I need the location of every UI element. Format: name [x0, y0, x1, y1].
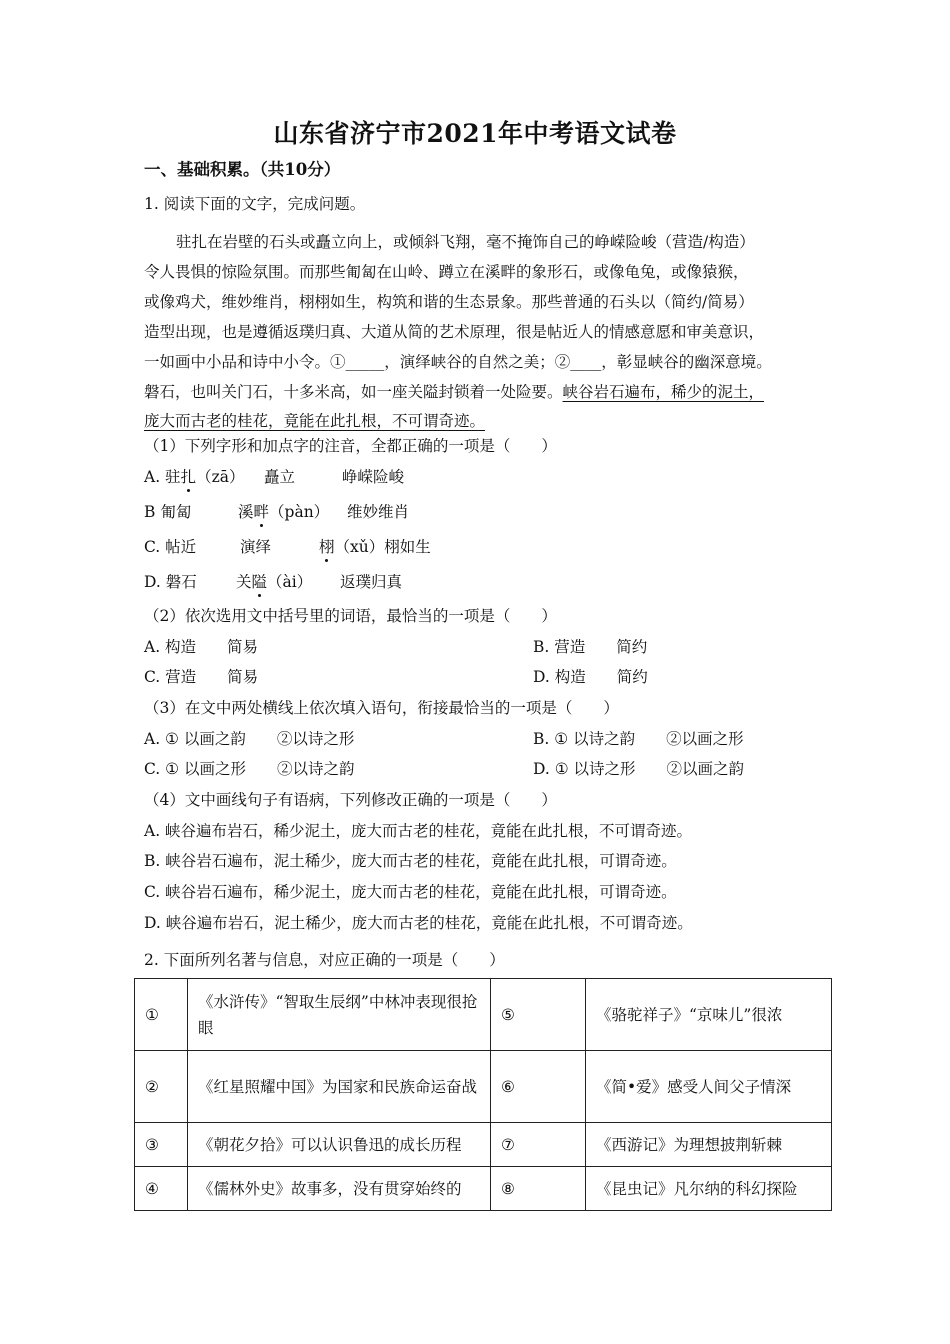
table-cell: ⑦	[491, 1123, 586, 1167]
table-cell: 《朝花夕拾》可以认识鲁迅的成长历程	[188, 1123, 491, 1167]
passage-line: 或像鸡犬，维妙维肖，栩栩如生，构筑和谐的生态景象。那些普通的石头以（简约/简易）	[144, 293, 754, 311]
dotted-char: 畔	[253, 503, 270, 521]
option-b[interactable]: B. 营造 简约	[533, 638, 648, 656]
table-row	[135, 1123, 832, 1167]
table-cell: 《水浒传》“智取生辰纲”中林冲表现很抢眼	[188, 979, 491, 1051]
sub-question-3-stem: （3）在文中两处横线上依次填入语句，衔接最恰当的一项是（ ）	[144, 699, 619, 717]
table-cell: 《儒林外史》故事多，没有贯穿始终的	[188, 1167, 491, 1211]
option-d[interactable]: D. 磐石 关隘（ài） 返璞归真	[144, 573, 403, 591]
table-cell: ③	[135, 1123, 188, 1167]
option-a[interactable]: A. 峡谷遍布岩石，稀少泥土，庞大而古老的桂花，竟能在此扎根，不可谓奇迹。	[144, 822, 693, 840]
passage-line: 驻扎在岩壁的石头或矗立向上，或倾斜飞翔，毫不掩饰自己的峥嵘险峻（营造/构造）	[176, 233, 755, 251]
option-b[interactable]: B. 峡谷岩石遍布，泥土稀少，庞大而古老的桂花，竟能在此扎根，可谓奇迹。	[144, 852, 677, 870]
option-b[interactable]: B. ① 以诗之韵 ②以画之形	[533, 730, 744, 748]
sub-question-4-stem: （4）文中画线句子有语病，下列修改正确的一项是（ ）	[144, 791, 557, 809]
option-b[interactable]: B 匍匐 溪畔（pàn） 维妙维肖	[144, 503, 410, 521]
question-2-prompt: 2. 下面所列名著与信息，对应正确的一项是（ ）	[144, 951, 505, 969]
option-c[interactable]: C. 帖近 演绎 栩（xǔ）栩如生	[144, 538, 431, 556]
sub-question-1-stem: （1）下列字形和加点字的注音，全都正确的一项是（ ）	[144, 437, 557, 455]
underlined-sentence: 峡谷岩石遍布，稀少的泥土，	[562, 383, 765, 401]
table-row	[135, 1167, 832, 1211]
passage-line: 一如画中小品和诗中小令。①_____，演绎峡谷的自然之美；②____，彰显峡谷的幽深意境。	[144, 353, 772, 371]
passage-text: 磐石，也叫关门石，十多米高，如一座关隘封锁着一处险要。	[144, 383, 563, 401]
option-c[interactable]: C. 峡谷岩石遍布，稀少泥土，庞大而古老的桂花，竟能在此扎根，可谓奇迹。	[144, 883, 677, 901]
option-c[interactable]: C. ① 以画之形 ②以诗之韵	[144, 760, 355, 778]
option-a[interactable]: A. 驻扎（zā） 矗立 峥嵘险峻	[144, 468, 405, 486]
dotted-char: 扎	[180, 468, 197, 486]
option-d[interactable]: D. 峡谷遍布岩石，泥土稀少，庞大而古老的桂花，竟能在此扎根，不可谓奇迹。	[144, 914, 693, 932]
table-cell: ④	[135, 1167, 188, 1211]
option-a[interactable]: A. ① 以画之韵 ②以诗之形	[144, 730, 355, 748]
option-d[interactable]: D. 构造 简约	[533, 668, 648, 686]
dotted-char: 隘	[251, 573, 268, 591]
option-c[interactable]: C. 营造 简易	[144, 668, 259, 686]
table-row	[135, 1051, 832, 1123]
sub-question-2-stem: （2）依次选用文中括号里的词语，最恰当的一项是（ ）	[144, 607, 557, 625]
passage-line	[144, 382, 764, 402]
table-cell: ⑤	[491, 979, 586, 1051]
table-cell: ①	[135, 979, 188, 1051]
dotted-char: 栩	[319, 538, 335, 556]
table-cell: 《骆驼祥子》“京味儿”很浓	[586, 979, 832, 1051]
passage-line: 令人畏惧的惊险氛围。而那些匍匐在山岭、蹲立在溪畔的象形石，或像龟兔，或像猿猴，	[144, 263, 749, 281]
table-row	[135, 979, 832, 1051]
table-cell: ⑧	[491, 1167, 586, 1211]
table-cell: ②	[135, 1051, 188, 1123]
table-cell: 《西游记》为理想披荆斩棘	[586, 1123, 832, 1167]
works-table	[134, 978, 832, 1211]
page-title: 山东省济宁市2021年中考语文试卷	[273, 119, 677, 148]
table-cell: ⑥	[491, 1051, 586, 1123]
section-heading: 一、基础积累。（共10分）	[144, 160, 341, 179]
table-cell: 《简•爱》感受人间父子情深	[586, 1051, 832, 1123]
underlined-sentence: 庞大而古老的桂花，竟能在此扎根，不可谓奇迹。	[144, 412, 486, 430]
table-cell: 《红星照耀中国》为国家和民族命运奋战	[188, 1051, 491, 1123]
option-a[interactable]: A. 构造 简易	[144, 638, 259, 656]
passage-line: 造型出现，也是遵循返璞归真、大道从简的艺术原理，很是帖近人的情感意愿和审美意识，	[144, 323, 765, 341]
question-1-prompt: 1. 阅读下面的文字，完成问题。	[144, 195, 366, 213]
option-d[interactable]: D. ① 以诗之形 ②以画之韵	[533, 760, 745, 778]
table-cell: 《昆虫记》凡尔纳的科幻探险	[586, 1167, 832, 1211]
